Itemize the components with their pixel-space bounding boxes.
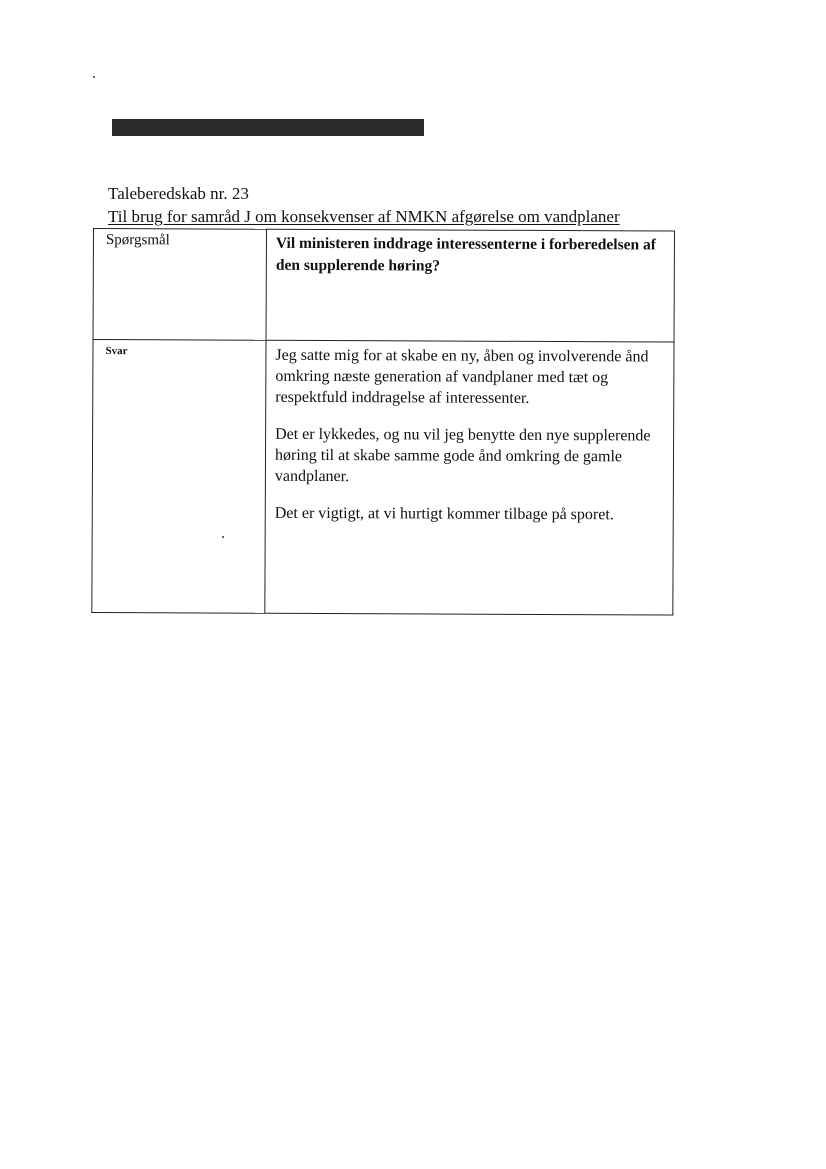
answer-paragraph: Det er lykkedes, og nu vil jeg benytte den nye supplerende høring til at skabe samme gode ånd omkring de gamle vandplaner. [274,425,651,486]
answer-cell [265,340,674,615]
question-cell [266,229,674,342]
answer-label: Svar [105,345,128,358]
question-text: Vil ministeren inddrage interessenterne i forberedelsen af den supplerende høring? [275,234,656,275]
answer-paragraph: Jeg satte mig for at skabe en ny, åben og involverende ånd omkring næste generation af vandplaner med tæt og respektfuld inddragelse af interessenter. [275,346,649,407]
question-label-cell [93,229,266,341]
answer-label-cell [92,340,266,614]
answer-text [266,341,674,526]
redaction-bar [112,119,424,136]
document-subtitle: Til brug for samråd J om konsekvenser af NMKN afgørelse om vandplaner [108,207,620,226]
question-label: Spørgsmål [105,232,170,249]
document-title: Taleberedskab nr. 23 [108,184,249,203]
scan-speck [93,76,95,78]
answer-paragraph: Det er vigtigt, at vi hurtigt kommer tilbage på sporet. [274,504,614,524]
question-answer-table [91,228,675,616]
answer-row [92,340,674,616]
question-row [93,229,674,343]
